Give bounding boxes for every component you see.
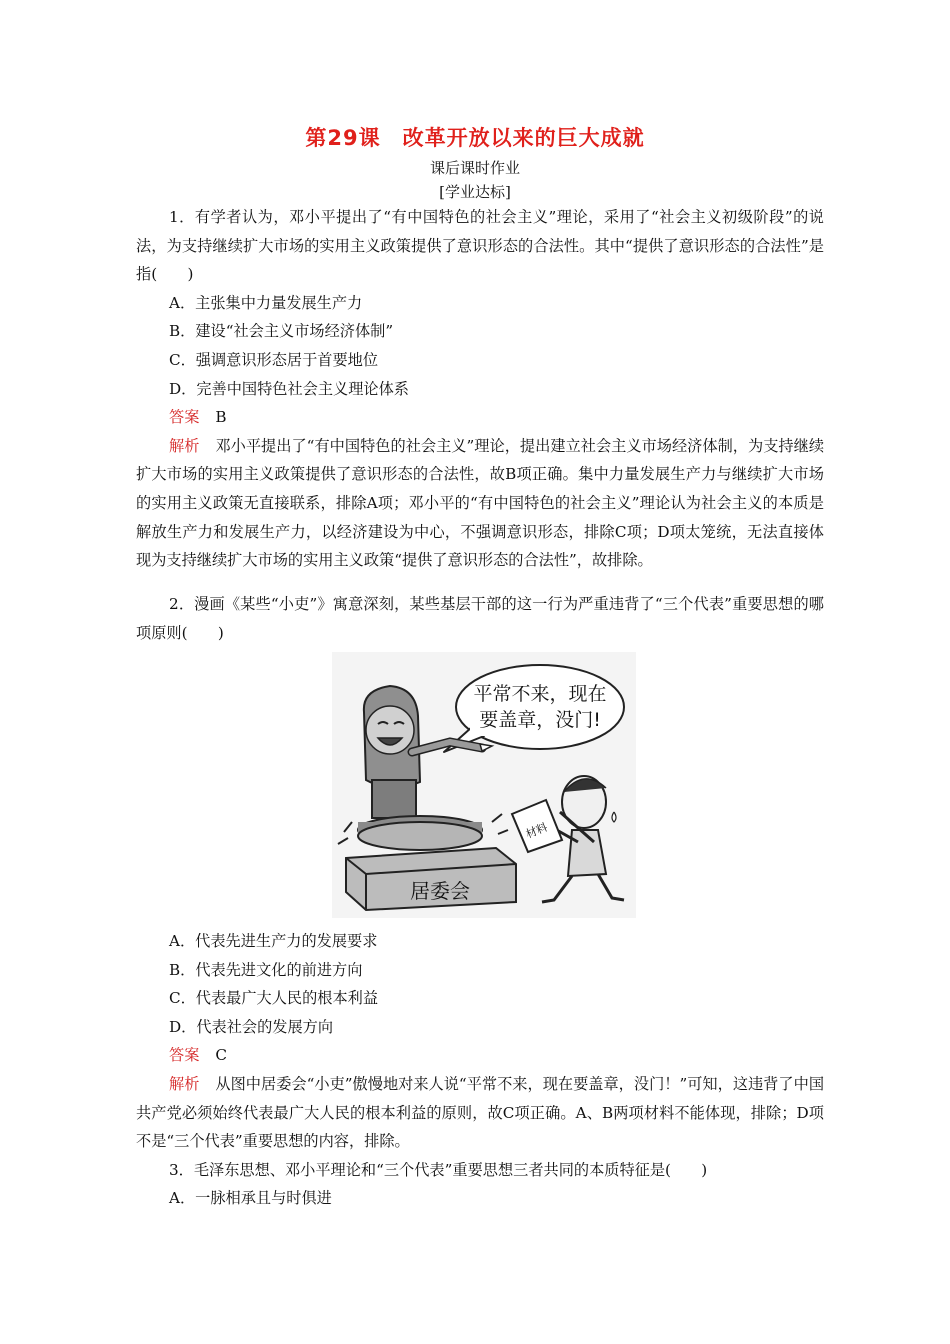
question-1-analysis — [136, 432, 824, 575]
answer-value: B — [215, 408, 227, 427]
analysis-label: 解析 — [169, 436, 200, 455]
speech-line-2: 要盖章，没门! — [479, 709, 601, 731]
question-3-stem: 3．毛泽东思想、邓小平理论和“三个代表”重要思想三者共同的本质特征是( ) — [169, 1160, 708, 1179]
question-1-option-d: D．完善中国特色社会主义理论体系 — [169, 379, 409, 398]
question-2-option-b: B．代表先进文化的前进方向 — [169, 960, 363, 979]
subtitle: 课后课时作业 — [429, 159, 520, 177]
speech-line-1: 平常不来，现在 — [473, 683, 607, 705]
question-2 — [136, 590, 824, 647]
paper-label: 材料 — [524, 820, 550, 841]
question-3-option-a: A．一脉相承且与时俱进 — [169, 1189, 332, 1208]
answer-value: C — [215, 1046, 227, 1065]
question-1-option-b: B．建设“社会主义市场经济体制” — [169, 322, 394, 341]
section-label: [学业达标] — [439, 183, 511, 201]
question-1 — [136, 203, 824, 575]
question-2-stem: 2．漫画《某些“小吏”》寓意深刻，某些基层干部的这一行为严重违背了“三个代表”重要思想的哪项原则( ) — [136, 595, 824, 642]
answer-label: 答案 — [169, 408, 200, 427]
lesson-title: 第29课 改革开放以来的巨大成就 — [305, 126, 645, 150]
analysis-text: 邓小平提出了“有中国特色的社会主义”理论，提出建立社会主义市场经济体制，为支持继续扩大市场的实用主义政策提供了意识形态的合法性，故B项正确。集中力量发展生产力与继续扩大市场的实用主义政策无直接联系，排除A项；邓小平的“有中国特色的社会主义”理论认为社会主义的本质是解放生产力和发展生产力，以经济建设为中心，不强调意识形态，排除C项；D项太笼统，无法直接体现为支持继续扩大市场的实用主义政策“提供了意识形态的合法性”，故排除。 — [136, 436, 825, 570]
stamp-base — [346, 848, 516, 910]
question-1-option-c: C．强调意识形态居于首要地位 — [169, 350, 379, 369]
question-1-answer — [136, 403, 824, 432]
question-2-answer — [136, 1041, 824, 1070]
stamp-label: 居委会 — [410, 879, 470, 903]
analysis-label: 解析 — [169, 1074, 200, 1093]
analysis-text: 从图中居委会“小吏”傲慢地对来人说“平常不来，现在要盖章，没门！”可知，这违背了中国共产党必须始终代表最广大人民的根本利益的原则，故C项正确。A、B两项材料不能体现，排除；D项不是“三个代表”重要思想的内容，排除。 — [136, 1074, 825, 1151]
question-2-option-d: D．代表社会的发展方向 — [169, 1017, 334, 1036]
answer-label: 答案 — [169, 1046, 200, 1065]
question-2-option-a: A．代表先进生产力的发展要求 — [169, 932, 378, 950]
question-2-option-c: C．代表最广大人民的根本利益 — [169, 989, 379, 1008]
question-1-option-a: A．主张集中力量发展生产力 — [169, 293, 363, 312]
comic-illustration — [332, 652, 636, 918]
question-2-body — [136, 927, 824, 1213]
question-1-stem: 1．有学者认为，邓小平提出了“有中国特色的社会主义”理论，采用了“社会主义初级阶段”的说法，为支持继续扩大市场的实用主义政策提供了意识形态的合法性。其中“提供了意识形态的合法性”是指( ) — [136, 208, 824, 284]
question-2-analysis — [136, 1070, 824, 1156]
